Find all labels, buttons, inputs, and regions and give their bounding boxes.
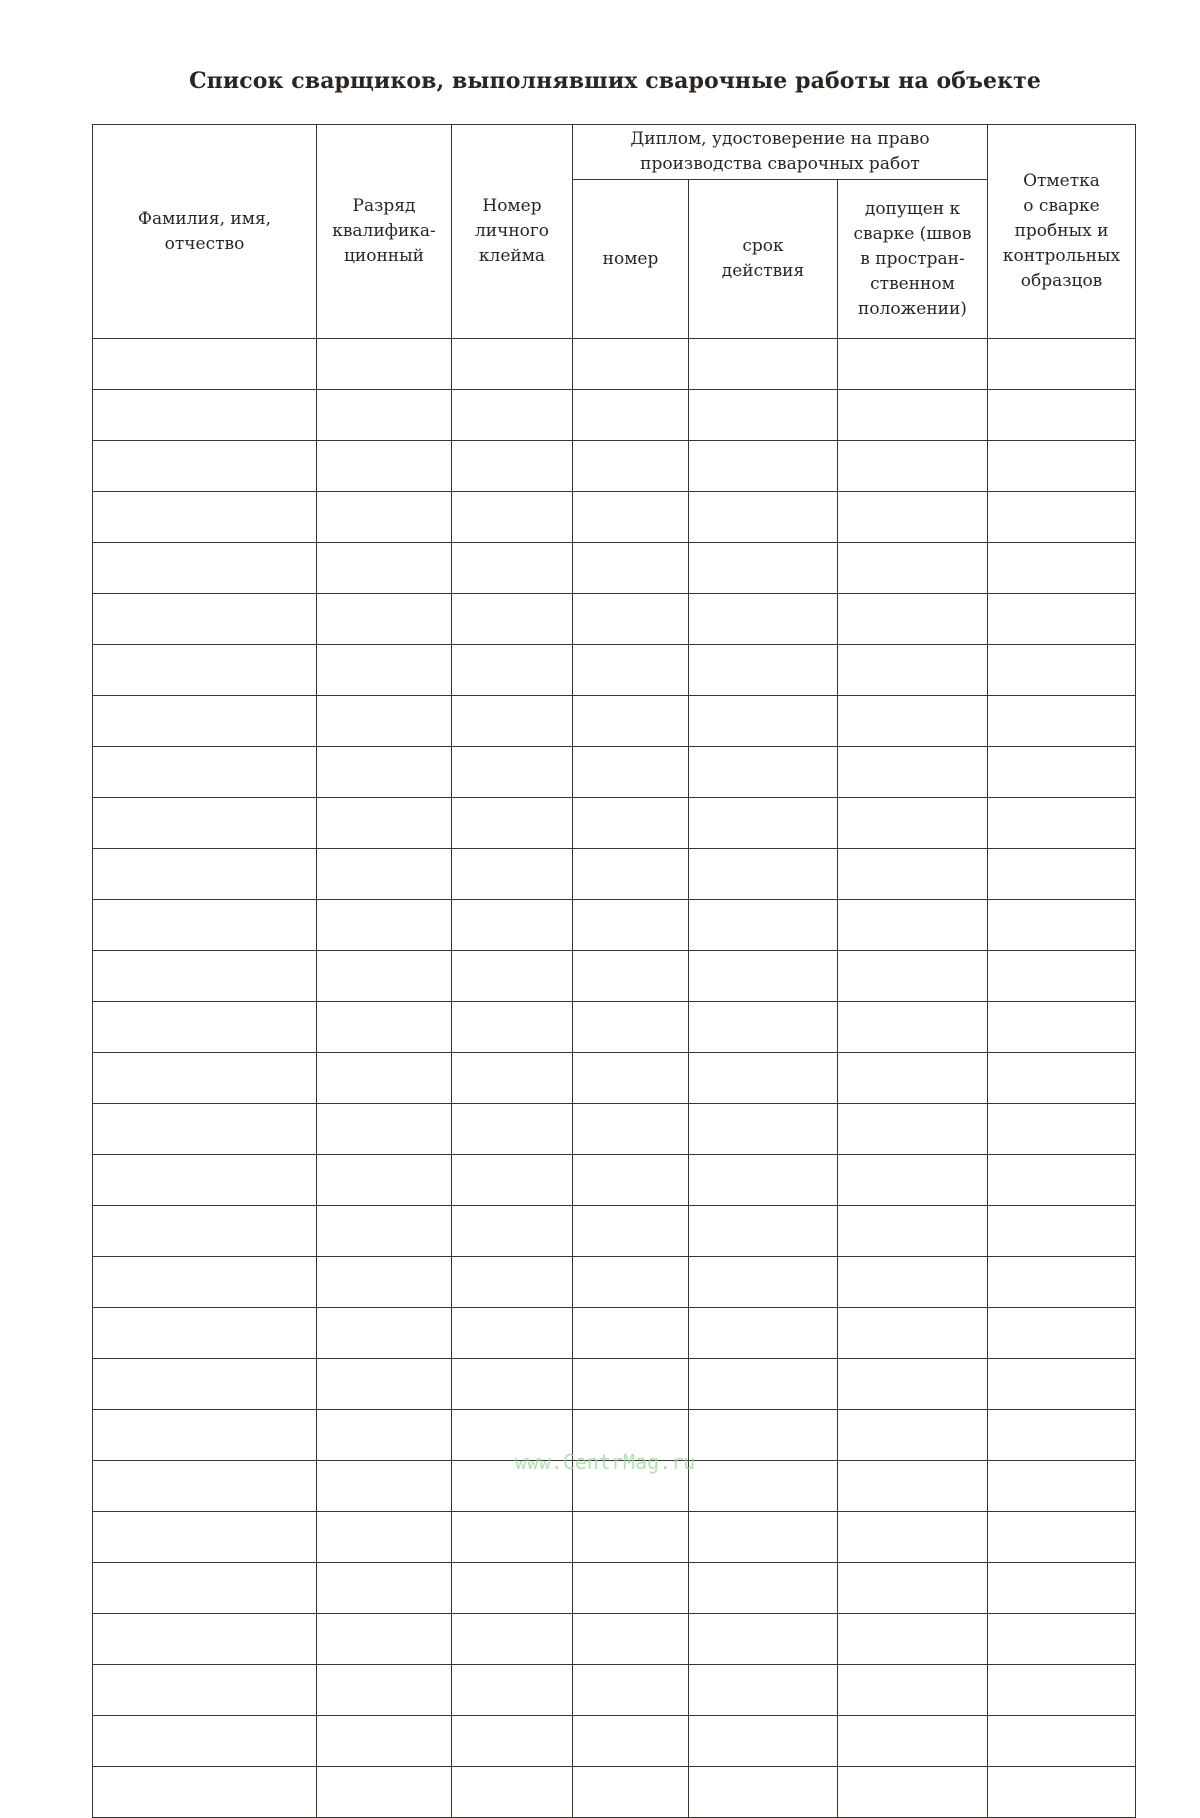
cell-grade[interactable] <box>317 1206 452 1257</box>
cell-test-mark[interactable] <box>988 849 1136 900</box>
cell-name[interactable] <box>93 1155 317 1206</box>
table-row <box>93 696 1136 747</box>
table-row <box>93 1308 1136 1359</box>
cell-grade[interactable] <box>317 543 452 594</box>
cell-stamp[interactable] <box>452 1359 573 1410</box>
table-row <box>93 594 1136 645</box>
header-diploma-admitted <box>838 180 988 339</box>
cell-diploma-validity[interactable] <box>689 1563 838 1614</box>
cell-name[interactable] <box>93 1002 317 1053</box>
header-diploma-validity <box>689 180 838 339</box>
cell-stamp[interactable] <box>452 1155 573 1206</box>
cell-name[interactable] <box>93 543 317 594</box>
cell-test-mark[interactable] <box>988 390 1136 441</box>
welders-table <box>92 124 1136 1818</box>
cell-diploma-admitted[interactable] <box>838 645 988 696</box>
cell-stamp[interactable] <box>452 849 573 900</box>
cell-test-mark[interactable] <box>988 1053 1136 1104</box>
cell-diploma-validity[interactable] <box>689 798 838 849</box>
cell-test-mark[interactable] <box>988 1512 1136 1563</box>
table-row <box>93 1257 1136 1308</box>
cell-diploma-validity[interactable] <box>689 492 838 543</box>
cell-grade[interactable] <box>317 390 452 441</box>
cell-name[interactable] <box>93 1257 317 1308</box>
cell-diploma-number[interactable] <box>573 951 689 1002</box>
cell-diploma-admitted[interactable] <box>838 900 988 951</box>
cell-grade[interactable] <box>317 1308 452 1359</box>
cell-stamp[interactable] <box>452 1614 573 1665</box>
cell-stamp[interactable] <box>452 543 573 594</box>
cell-diploma-validity[interactable] <box>689 390 838 441</box>
table-row <box>93 1614 1136 1665</box>
cell-diploma-number[interactable] <box>573 1716 689 1767</box>
cell-stamp[interactable] <box>452 492 573 543</box>
cell-name[interactable] <box>93 441 317 492</box>
cell-name[interactable] <box>93 900 317 951</box>
cell-diploma-admitted[interactable] <box>838 1206 988 1257</box>
cell-diploma-validity[interactable] <box>689 1614 838 1665</box>
cell-diploma-admitted[interactable] <box>838 1512 988 1563</box>
cell-grade[interactable] <box>317 1512 452 1563</box>
cell-test-mark[interactable] <box>988 798 1136 849</box>
table-row <box>93 1053 1136 1104</box>
table-header <box>93 125 1136 339</box>
cell-grade[interactable] <box>317 1614 452 1665</box>
cell-test-mark[interactable] <box>988 1308 1136 1359</box>
cell-grade[interactable] <box>317 1359 452 1410</box>
cell-name[interactable] <box>93 1206 317 1257</box>
cell-test-mark[interactable] <box>988 1614 1136 1665</box>
header-diploma-validity-label: срок действия <box>721 236 805 281</box>
cell-diploma-validity[interactable] <box>689 339 838 390</box>
cell-test-mark[interactable] <box>988 1767 1136 1818</box>
cell-test-mark[interactable] <box>988 1155 1136 1206</box>
header-stamp <box>452 125 573 339</box>
cell-grade[interactable] <box>317 492 452 543</box>
cell-grade[interactable] <box>317 1257 452 1308</box>
cell-test-mark[interactable] <box>988 1563 1136 1614</box>
cell-diploma-admitted[interactable] <box>838 492 988 543</box>
cell-test-mark[interactable] <box>988 1206 1136 1257</box>
cell-diploma-admitted[interactable] <box>838 1563 988 1614</box>
cell-test-mark[interactable] <box>988 951 1136 1002</box>
cell-diploma-number[interactable] <box>573 594 689 645</box>
cell-stamp[interactable] <box>452 1002 573 1053</box>
header-name-label: Фамилия, имя, отчество <box>137 208 272 254</box>
table-row <box>93 1359 1136 1410</box>
cell-diploma-validity[interactable] <box>689 1716 838 1767</box>
cell-test-mark[interactable] <box>988 1002 1136 1053</box>
cell-diploma-number[interactable] <box>573 390 689 441</box>
cell-name[interactable] <box>93 1104 317 1155</box>
cell-diploma-validity[interactable] <box>689 594 838 645</box>
cell-grade[interactable] <box>317 900 452 951</box>
page-title: Список сварщиков, выполнявших сварочные работы на объекте <box>189 68 1041 94</box>
header-stamp-label: Номер личного клейма <box>474 196 550 266</box>
header-name <box>93 125 317 339</box>
cell-diploma-validity[interactable] <box>689 951 838 1002</box>
cell-name[interactable] <box>93 696 317 747</box>
cell-stamp[interactable] <box>452 1257 573 1308</box>
cell-name[interactable] <box>93 492 317 543</box>
cell-test-mark[interactable] <box>988 900 1136 951</box>
cell-diploma-number[interactable] <box>573 1257 689 1308</box>
cell-diploma-validity[interactable] <box>689 1053 838 1104</box>
cell-name[interactable] <box>93 1053 317 1104</box>
cell-name[interactable] <box>93 1767 317 1818</box>
cell-diploma-number[interactable] <box>573 1665 689 1716</box>
table-row <box>93 747 1136 798</box>
header-test-mark-label: Отметка о сварке пробных и контрольных образцов <box>1002 171 1121 291</box>
table-row <box>93 951 1136 1002</box>
cell-diploma-admitted[interactable] <box>838 543 988 594</box>
header-grade-label: Разряд квалифика- ционный <box>332 196 436 266</box>
cell-diploma-validity[interactable] <box>689 1206 838 1257</box>
cell-test-mark[interactable] <box>988 1665 1136 1716</box>
table-row <box>93 1512 1136 1563</box>
cell-diploma-number[interactable] <box>573 1155 689 1206</box>
cell-stamp[interactable] <box>452 798 573 849</box>
table-row <box>93 390 1136 441</box>
cell-grade[interactable] <box>317 1716 452 1767</box>
table-row <box>93 900 1136 951</box>
cell-diploma-admitted[interactable] <box>838 1002 988 1053</box>
cell-grade[interactable] <box>317 1155 452 1206</box>
table-row <box>93 849 1136 900</box>
cell-diploma-validity[interactable] <box>689 1767 838 1818</box>
cell-grade[interactable] <box>317 951 452 1002</box>
cell-diploma-validity[interactable] <box>689 1104 838 1155</box>
table-row <box>93 1104 1136 1155</box>
cell-test-mark[interactable] <box>988 645 1136 696</box>
cell-grade[interactable] <box>317 1563 452 1614</box>
cell-grade[interactable] <box>317 339 452 390</box>
cell-diploma-admitted[interactable] <box>838 1053 988 1104</box>
cell-stamp[interactable] <box>452 1053 573 1104</box>
cell-stamp[interactable] <box>452 1512 573 1563</box>
cell-diploma-validity[interactable] <box>689 1665 838 1716</box>
cell-diploma-number[interactable] <box>573 1614 689 1665</box>
cell-diploma-admitted[interactable] <box>838 1614 988 1665</box>
cell-name[interactable] <box>93 1716 317 1767</box>
cell-diploma-validity[interactable] <box>689 543 838 594</box>
cell-diploma-validity[interactable] <box>689 849 838 900</box>
table-row <box>93 645 1136 696</box>
cell-diploma-validity[interactable] <box>689 1359 838 1410</box>
cell-diploma-admitted[interactable] <box>838 441 988 492</box>
cell-stamp[interactable] <box>452 1665 573 1716</box>
cell-test-mark[interactable] <box>988 696 1136 747</box>
cell-name[interactable] <box>93 1512 317 1563</box>
table-row <box>93 1206 1136 1257</box>
cell-stamp[interactable] <box>452 951 573 1002</box>
cell-diploma-admitted[interactable] <box>838 849 988 900</box>
cell-grade[interactable] <box>317 1002 452 1053</box>
table-row <box>93 1665 1136 1716</box>
cell-diploma-admitted[interactable] <box>838 390 988 441</box>
table-body <box>93 339 1136 1818</box>
cell-name[interactable] <box>93 1614 317 1665</box>
table-row <box>93 798 1136 849</box>
header-diploma-number <box>573 180 689 339</box>
cell-name[interactable] <box>93 798 317 849</box>
cell-diploma-number[interactable] <box>573 1563 689 1614</box>
cell-stamp[interactable] <box>452 390 573 441</box>
table-row <box>93 1716 1136 1767</box>
header-diploma-group <box>573 125 988 180</box>
cell-test-mark[interactable] <box>988 1104 1136 1155</box>
cell-diploma-number[interactable] <box>573 1053 689 1104</box>
cell-diploma-number[interactable] <box>573 900 689 951</box>
cell-diploma-number[interactable] <box>573 1767 689 1818</box>
cell-diploma-validity[interactable] <box>689 747 838 798</box>
cell-stamp[interactable] <box>452 1767 573 1818</box>
cell-name[interactable] <box>93 1308 317 1359</box>
cell-grade[interactable] <box>317 1665 452 1716</box>
cell-diploma-admitted[interactable] <box>838 1359 988 1410</box>
cell-diploma-number[interactable] <box>573 696 689 747</box>
cell-diploma-number[interactable] <box>573 645 689 696</box>
header-diploma-admitted-label: допущен к сварке (швов в простран- ственном положении) <box>853 198 972 319</box>
cell-grade[interactable] <box>317 849 452 900</box>
cell-diploma-admitted[interactable] <box>838 747 988 798</box>
cell-diploma-admitted[interactable] <box>838 1767 988 1818</box>
cell-test-mark[interactable] <box>988 747 1136 798</box>
cell-diploma-admitted[interactable] <box>838 798 988 849</box>
table-row <box>93 339 1136 390</box>
cell-name[interactable] <box>93 951 317 1002</box>
cell-name[interactable] <box>93 849 317 900</box>
cell-diploma-number[interactable] <box>573 1002 689 1053</box>
cell-diploma-number[interactable] <box>573 798 689 849</box>
cell-diploma-number[interactable] <box>573 849 689 900</box>
cell-stamp[interactable] <box>452 441 573 492</box>
cell-diploma-validity[interactable] <box>689 1002 838 1053</box>
cell-name[interactable] <box>93 645 317 696</box>
cell-stamp[interactable] <box>452 1563 573 1614</box>
cell-stamp[interactable] <box>452 747 573 798</box>
cell-diploma-number[interactable] <box>573 1206 689 1257</box>
cell-name[interactable] <box>93 747 317 798</box>
table-row <box>93 1002 1136 1053</box>
cell-name[interactable] <box>93 390 317 441</box>
cell-name[interactable] <box>93 1563 317 1614</box>
watermark: www.CentrMag.ru <box>514 1450 696 1474</box>
table-row <box>93 543 1136 594</box>
cell-name[interactable] <box>93 1665 317 1716</box>
cell-diploma-validity[interactable] <box>689 900 838 951</box>
cell-diploma-number[interactable] <box>573 1104 689 1155</box>
cell-diploma-validity[interactable] <box>689 1155 838 1206</box>
cell-stamp[interactable] <box>452 339 573 390</box>
cell-grade[interactable] <box>317 594 452 645</box>
cell-diploma-admitted[interactable] <box>838 1104 988 1155</box>
cell-stamp[interactable] <box>452 1104 573 1155</box>
cell-diploma-number[interactable] <box>573 1359 689 1410</box>
cell-name[interactable] <box>93 594 317 645</box>
cell-test-mark[interactable] <box>988 1359 1136 1410</box>
cell-diploma-validity[interactable] <box>689 1512 838 1563</box>
cell-grade[interactable] <box>317 1767 452 1818</box>
cell-diploma-validity[interactable] <box>689 1308 838 1359</box>
table-row <box>93 441 1136 492</box>
cell-diploma-admitted[interactable] <box>838 339 988 390</box>
cell-diploma-number[interactable] <box>573 747 689 798</box>
cell-stamp[interactable] <box>452 1716 573 1767</box>
cell-stamp[interactable] <box>452 594 573 645</box>
cell-test-mark[interactable] <box>988 441 1136 492</box>
cell-test-mark[interactable] <box>988 339 1136 390</box>
table-row <box>93 492 1136 543</box>
header-diploma-number-label: номер <box>602 248 659 269</box>
cell-diploma-number[interactable] <box>573 1308 689 1359</box>
cell-diploma-admitted[interactable] <box>838 1716 988 1767</box>
cell-diploma-validity[interactable] <box>689 645 838 696</box>
cell-stamp[interactable] <box>452 1308 573 1359</box>
cell-diploma-validity[interactable] <box>689 441 838 492</box>
cell-name[interactable] <box>93 1359 317 1410</box>
cell-stamp[interactable] <box>452 1206 573 1257</box>
cell-diploma-admitted[interactable] <box>838 1257 988 1308</box>
cell-test-mark[interactable] <box>988 594 1136 645</box>
cell-grade[interactable] <box>317 798 452 849</box>
cell-stamp[interactable] <box>452 645 573 696</box>
cell-test-mark[interactable] <box>988 1716 1136 1767</box>
cell-diploma-number[interactable] <box>573 492 689 543</box>
table-row <box>93 1767 1136 1818</box>
cell-diploma-admitted[interactable] <box>838 1155 988 1206</box>
cell-diploma-number[interactable] <box>573 339 689 390</box>
cell-grade[interactable] <box>317 747 452 798</box>
header-test-mark <box>988 125 1136 339</box>
cell-stamp[interactable] <box>452 696 573 747</box>
cell-grade[interactable] <box>317 696 452 747</box>
cell-test-mark[interactable] <box>988 1257 1136 1308</box>
table-row <box>93 1563 1136 1614</box>
header-grade <box>317 125 452 339</box>
cell-name[interactable] <box>93 339 317 390</box>
cell-grade[interactable] <box>317 1104 452 1155</box>
cell-diploma-admitted[interactable] <box>838 1665 988 1716</box>
cell-test-mark[interactable] <box>988 543 1136 594</box>
cell-diploma-admitted[interactable] <box>838 696 988 747</box>
header-diploma-group-label: Диплом, удостоверение на право производства сварочных работ <box>630 129 930 174</box>
cell-grade[interactable] <box>317 645 452 696</box>
cell-grade[interactable] <box>317 441 452 492</box>
cell-diploma-number[interactable] <box>573 1512 689 1563</box>
cell-test-mark[interactable] <box>988 492 1136 543</box>
table-row <box>93 1155 1136 1206</box>
cell-diploma-validity[interactable] <box>689 696 838 747</box>
cell-diploma-validity[interactable] <box>689 1257 838 1308</box>
cell-diploma-number[interactable] <box>573 543 689 594</box>
cell-grade[interactable] <box>317 1053 452 1104</box>
cell-stamp[interactable] <box>452 900 573 951</box>
cell-diploma-admitted[interactable] <box>838 951 988 1002</box>
header-row-top <box>93 125 1136 180</box>
cell-diploma-number[interactable] <box>573 441 689 492</box>
cell-diploma-admitted[interactable] <box>838 594 988 645</box>
cell-diploma-admitted[interactable] <box>838 1308 988 1359</box>
